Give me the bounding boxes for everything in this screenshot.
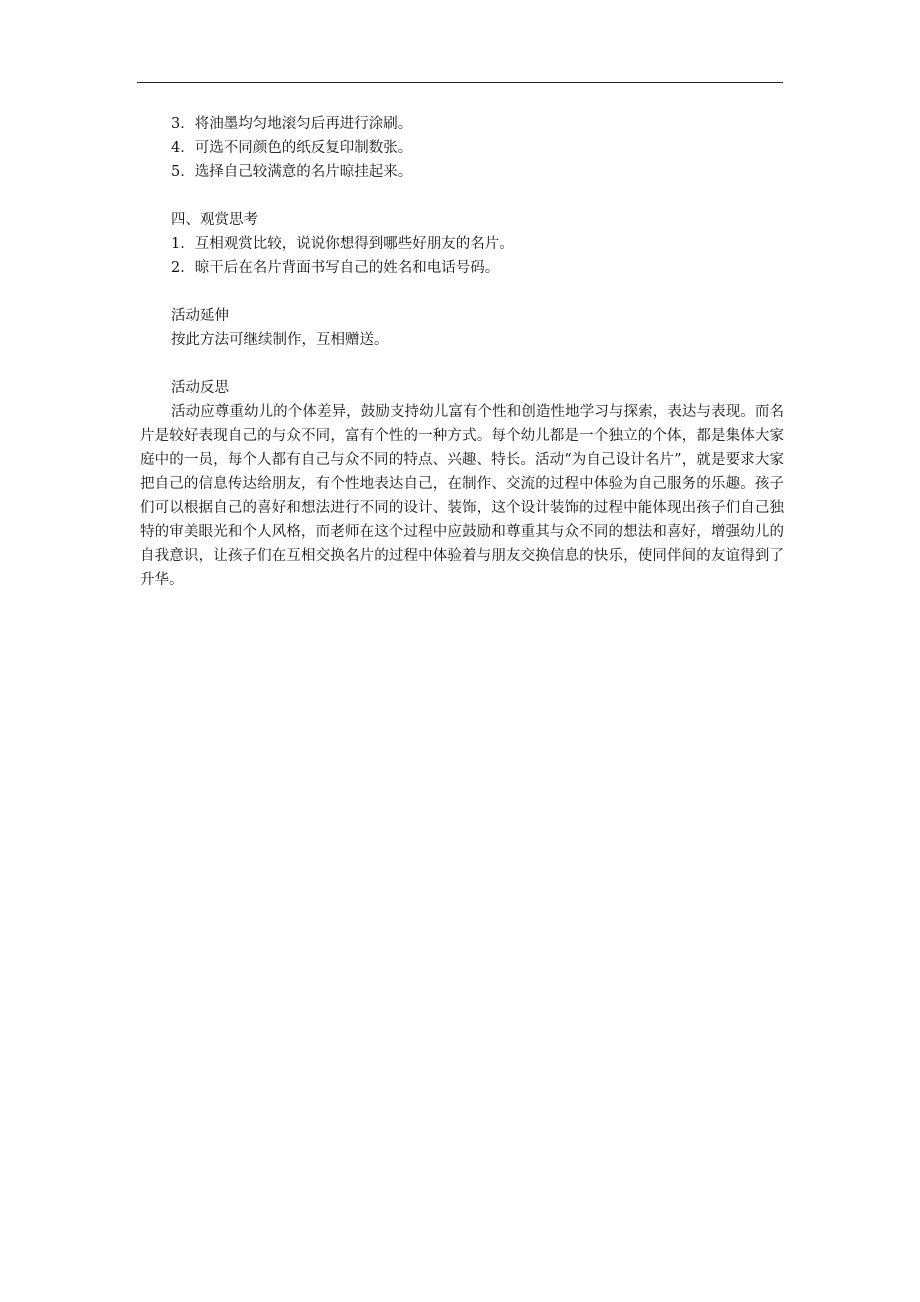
- section-heading-reflection: 活动反思: [171, 380, 229, 396]
- spacer: [140, 280, 784, 304]
- viewing-item-1: 1．互相观赏比较，说说你想得到哪些好朋友的名片。: [171, 236, 514, 252]
- section-heading-viewing: 四、观赏思考: [171, 212, 258, 228]
- step-4: 4．可选不同颜色的纸反复印制数张。: [171, 140, 413, 156]
- spacer: [140, 352, 784, 376]
- step-5: 5．选择自己较满意的名片晾挂起来。: [171, 164, 413, 180]
- section-heading-extension: 活动延伸: [171, 308, 229, 324]
- reflection-paragraph: 活动应尊重幼儿的个体差异，鼓励支持幼儿富有个性和创造性地学习与探索，表达与表现。而名片是较好表现自己的与众不同，富有个性的一种方式。每个幼儿都是一个独立的个体，都是集体大家庭中的一员，每个人都有自己与众不同的特点、兴趣、特长。活动“为自己设计名片”，就是要求大家把自己的信息传达给朋友，有个性地表达自己，在制作、交流的过程中体验为自己服务的乐趣。孩子们可以根据自己的喜好和想法进行不同的设计、装饰，这个设计装饰的过程中能体现出孩子们自己独特的审美眼光和个人风格，而老师在这个过程中应鼓励和尊重其与众不同的想法和喜好，增强幼儿的自我意识，让孩子们在互相交换名片的过程中体验着与朋友交换信息的快乐，使同伴间的友谊得到了升华。: [140, 404, 784, 588]
- step-3: 3．将油墨均匀地滚匀后再进行涂刷。: [171, 116, 413, 132]
- spacer: [140, 184, 784, 208]
- header-rule: [137, 82, 783, 83]
- viewing-item-2: 2．晾干后在名片背面书写自己的姓名和电话号码。: [171, 260, 500, 276]
- document-body: [140, 112, 784, 592]
- extension-text: 按此方法可继续制作，互相赠送。: [171, 332, 389, 348]
